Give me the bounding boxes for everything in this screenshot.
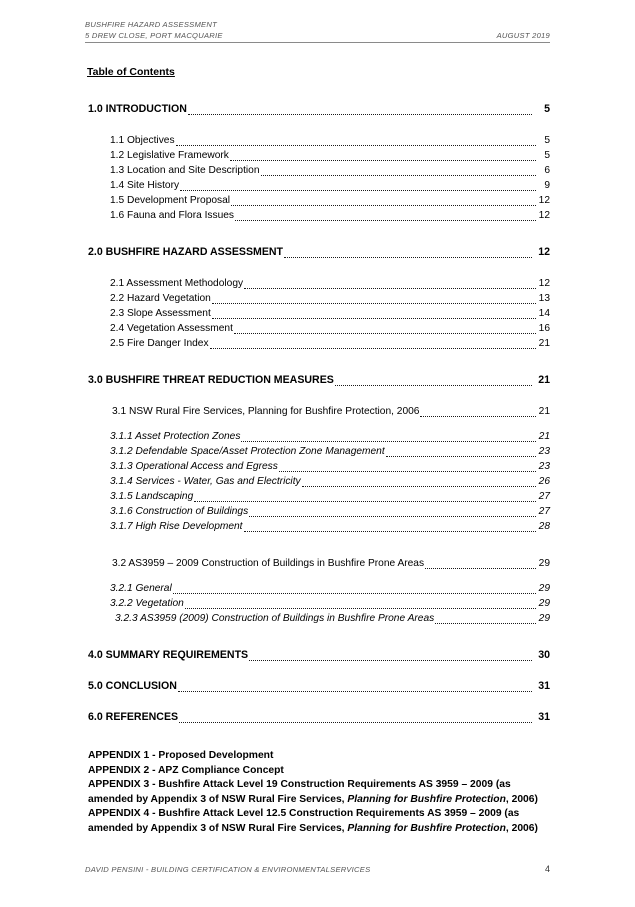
toc-entry-1-1[interactable]: [110, 133, 550, 148]
leader-dots: [194, 500, 536, 502]
appendix-4-text-post: , 2006): [505, 822, 538, 834]
appendix-4-line-1: APPENDIX 4 - Bushfire Attack Level 12.5 Construction Requirements AS 3959 – 2009 (as: [88, 808, 520, 820]
toc-entry-label: 2.2 Hazard Vegetation: [110, 293, 211, 304]
toc-entry-1-5[interactable]: [110, 193, 550, 208]
appendix-3-line-1: APPENDIX 3 - Bushfire Attack Level 19 Construction Requirements AS 3959 – 2009 (as: [88, 779, 511, 791]
toc-entry-2-2[interactable]: [110, 291, 550, 306]
toc-entry-page: 12: [538, 195, 550, 206]
appendix-3-text-pre: amended by Appendix 3 of NSW Rural Fire Services,: [88, 793, 348, 805]
leader-dots: [435, 622, 536, 624]
toc-entry-label: 3.2.1 General: [110, 583, 172, 594]
footer-company-text: DAVID PENSINI - BUILDING CERTIFICATION & ENVIRONMENTALSERVICES: [85, 865, 371, 874]
spacer: [85, 117, 550, 133]
leader-dots: [210, 347, 536, 349]
toc-entry-page: 31: [538, 711, 550, 723]
toc-entry-label: 3.1 NSW Rural Fire Services, Planning for Bushfire Protection, 2006: [112, 406, 420, 417]
spacer: [85, 626, 550, 648]
leader-dots: [249, 515, 536, 517]
toc-entry-page: 29: [538, 613, 550, 624]
toc-entry-1-2[interactable]: [110, 148, 550, 163]
leader-dots: [335, 384, 532, 386]
appendix-1-line: APPENDIX 1 - Proposed Development: [88, 750, 274, 761]
toc-entry-1-3[interactable]: [110, 163, 550, 178]
page-content: [85, 62, 550, 837]
leader-dots: [173, 592, 536, 594]
toc-entry-2-4[interactable]: [110, 321, 550, 336]
toc-entry-label: 4.0 SUMMARY REQUIREMENTS: [88, 649, 249, 661]
spacer: [85, 388, 550, 404]
spacer: [85, 663, 550, 679]
toc-entry-label: 3.1.6 Construction of Buildings: [110, 506, 249, 517]
toc-entry-label: 6.0 REFERENCES: [88, 711, 179, 723]
toc-entry-3-2-2[interactable]: [110, 596, 550, 611]
leader-dots: [279, 470, 536, 472]
header-address: 5 DREW CLOSE, PORT MACQUARIE: [85, 30, 223, 40]
toc-entry-page: 28: [538, 521, 550, 532]
toc-entry-2-5[interactable]: [110, 336, 550, 351]
toc-entry-page: 16: [538, 323, 550, 334]
toc-entry-page: 13: [538, 293, 550, 304]
toc-entry-page: 29: [538, 558, 550, 569]
leader-dots: [284, 256, 532, 258]
toc-entry-3-1-1[interactable]: [110, 429, 550, 444]
appendix-4-title-italic: Planning for Bushfire Protection: [347, 822, 506, 834]
toc-list: [85, 102, 550, 725]
toc-entry-label: 2.0 BUSHFIRE HAZARD ASSESSMENT: [88, 246, 284, 258]
toc-entry-page: 29: [538, 598, 550, 609]
leader-dots: [230, 159, 536, 161]
toc-entry-3-1-4[interactable]: [110, 474, 550, 489]
appendix-3-title-italic: Planning for Bushfire Protection: [347, 793, 506, 805]
toc-entry-3-1-5[interactable]: [110, 489, 550, 504]
appendix-4-text-pre: amended by Appendix 3 of NSW Rural Fire Services,: [88, 822, 348, 834]
footer-page-number: 4: [544, 864, 550, 874]
leader-dots: [180, 189, 536, 191]
toc-entry-3-2-1[interactable]: [110, 581, 550, 596]
header-date: AUGUST 2019: [496, 30, 550, 40]
toc-entry-page: 23: [538, 461, 550, 472]
leader-dots: [188, 113, 532, 115]
toc-entry-page: 5: [544, 150, 550, 161]
appendix-4-line-2: [88, 822, 550, 837]
leader-dots: [176, 144, 536, 146]
spacer: [85, 260, 550, 276]
toc-entry-label: 1.5 Development Proposal: [110, 195, 231, 206]
toc-entry-page: 27: [538, 491, 550, 502]
toc-entry-label: 1.3 Location and Site Description: [110, 165, 260, 176]
leader-dots: [261, 174, 536, 176]
toc-entry-page: 12: [538, 210, 550, 221]
leader-dots: [425, 567, 536, 569]
toc-entry-label: 2.5 Fire Danger Index: [110, 338, 209, 349]
toc-entry-label: 5.0 CONCLUSION: [88, 680, 177, 692]
toc-entry-label: 3.1.3 Operational Access and Egress: [110, 461, 278, 472]
toc-entry-label: 1.4 Site History: [110, 180, 180, 191]
toc-entry-page: 29: [538, 583, 550, 594]
toc-entry-page: 5: [544, 135, 550, 146]
toc-entry-label: 1.1 Objectives: [110, 135, 175, 146]
toc-entry-page: 12: [538, 278, 550, 289]
header-subtitle-row: [85, 31, 550, 44]
toc-entry-3-2[interactable]: [112, 556, 550, 571]
leader-dots: [241, 440, 536, 442]
toc-entry-page: 21: [538, 374, 550, 386]
leader-dots: [249, 659, 532, 661]
leader-dots: [234, 332, 536, 334]
toc-entry-page: 21: [538, 431, 550, 442]
page-header: [85, 20, 550, 43]
leader-dots: [386, 455, 536, 457]
toc-entry-label: 1.0 INTRODUCTION: [88, 103, 187, 115]
toc-entry-label: 3.0 BUSHFIRE THREAT REDUCTION MEASURES: [88, 374, 334, 386]
toc-entry-page: 27: [538, 506, 550, 517]
toc-entry-1-6[interactable]: [110, 208, 550, 223]
spacer: [85, 351, 550, 373]
toc-entry-label: 2.3 Slope Assessment: [110, 308, 211, 319]
toc-entry-3-0[interactable]: [88, 373, 550, 388]
toc-entry-3-1-3[interactable]: [110, 459, 550, 474]
toc-entry-label: 3.1.4 Services - Water, Gas and Electricity: [110, 476, 301, 487]
toc-entry-2-3[interactable]: [110, 306, 550, 321]
leader-dots: [420, 415, 536, 417]
toc-entry-label: 3.2.2 Vegetation: [110, 598, 184, 609]
toc-entry-3-2-3[interactable]: [115, 611, 550, 626]
leader-dots: [235, 219, 536, 221]
toc-entry-3-1[interactable]: [112, 404, 550, 419]
leader-dots: [185, 607, 536, 609]
leader-dots: [178, 690, 532, 692]
toc-entry-label: 3.2.3 AS3959 (2009) Construction of Buildings in Bushfire Prone Areas: [115, 613, 435, 624]
toc-entry-page: 26: [538, 476, 550, 487]
toc-entry-page: 23: [538, 446, 550, 457]
toc-entry-page: 5: [544, 103, 550, 115]
toc-entry-page: 30: [538, 649, 550, 661]
toc-entry-page: 14: [538, 308, 550, 319]
toc-entry-label: 3.1.7 High Rise Development: [110, 521, 243, 532]
spacer: [85, 80, 550, 102]
spacer: [85, 223, 550, 245]
leader-dots: [212, 317, 536, 319]
toc-entry-label: 3.2 AS3959 – 2009 Construction of Buildings in Bushfire Prone Areas: [112, 558, 425, 569]
appendix-3-text-post: , 2006): [505, 793, 538, 805]
toc-entry-page: 9: [544, 180, 550, 191]
toc-entry-3-1-6[interactable]: [110, 504, 550, 519]
spacer: [85, 571, 550, 581]
toc-entry-page: 21: [538, 338, 550, 349]
toc-entry-label: 3.1.2 Defendable Space/Asset Protection Zone Management: [110, 446, 385, 457]
toc-entry-3-1-7[interactable]: [110, 519, 550, 534]
toc-entry-label: 3.1.5 Landscaping: [110, 491, 194, 502]
toc-entry-1-0[interactable]: [88, 102, 550, 117]
toc-entry-label: 1.6 Fauna and Flora Issues: [110, 210, 235, 221]
toc-entry-label: 1.2 Legislative Framework: [110, 150, 229, 161]
leader-dots: [244, 530, 536, 532]
toc-entry-page: 6: [544, 165, 550, 176]
toc-entry-page: 21: [538, 406, 550, 417]
appendix-2-line: APPENDIX 2 - APZ Compliance Concept: [88, 764, 284, 776]
toc-entry-label: 2.4 Vegetation Assessment: [110, 323, 233, 334]
toc-entry-page: 12: [538, 246, 550, 258]
leader-dots: [231, 204, 536, 206]
header-title-line: BUSHFIRE HAZARD ASSESSMENT: [85, 20, 217, 29]
leader-dots: [179, 721, 532, 723]
toc-entry-1-4[interactable]: [110, 178, 550, 193]
leader-dots: [302, 485, 536, 487]
toc-entry-label: 2.1 Assessment Methodology: [110, 278, 244, 289]
leader-dots: [212, 302, 536, 304]
toc-entry-2-0[interactable]: [88, 245, 550, 260]
table-of-contents-heading: Table of Contents: [87, 66, 175, 78]
spacer: [85, 419, 550, 429]
leader-dots: [244, 287, 536, 289]
toc-entry-3-1-2[interactable]: [110, 444, 550, 459]
toc-entry-2-1[interactable]: [110, 276, 550, 291]
spacer: [85, 534, 550, 556]
appendix-list: [88, 749, 550, 837]
toc-entry-4-0[interactable]: [88, 648, 550, 663]
toc-entry-6-0[interactable]: [88, 710, 550, 725]
toc-entry-page: 31: [538, 680, 550, 692]
appendix-3-line-2: [88, 793, 550, 808]
page-footer: [85, 864, 550, 874]
toc-entry-label: 3.1.1 Asset Protection Zones: [110, 431, 241, 442]
spacer: [85, 694, 550, 710]
toc-entry-5-0[interactable]: [88, 679, 550, 694]
